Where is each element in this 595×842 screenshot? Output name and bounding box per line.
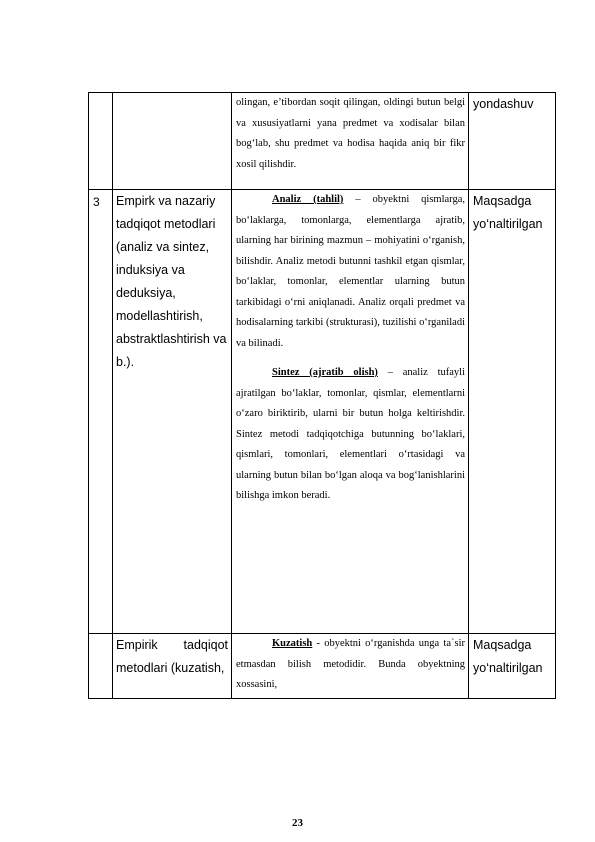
goal-text: Maqsadga yo‘naltirilgan [473, 638, 543, 675]
table-row [89, 190, 556, 634]
table-row [89, 93, 556, 190]
description-cell [232, 93, 469, 190]
goal-cell [469, 190, 556, 634]
synthesis-text: – analiz tufayli ajratilgan bo‘laklar, tomonlar, qismlar, elementlarni o‘zaro biriktirib, ularni bir butun holga keltirishdir. Sintez metodi tadqiqotchiga butunning bo‘laklari, qismlari, tomonlari, elementlari o‘rtasidagi va ularning butun bilan bo‘lgan aloqa va bog‘lanishlarini bilishga imkon beradi. [236, 367, 465, 501]
method-cell [113, 634, 232, 699]
method-cell [113, 93, 232, 190]
observation-paragraph [232, 634, 468, 696]
synthesis-term: Sintez (ajratib olish) [272, 367, 378, 378]
row-number-cell [89, 93, 113, 190]
row-number-cell [89, 634, 113, 699]
page-number: 23 [292, 817, 303, 829]
method-name: Empirk va nazariy tadqiqot metodlari (analiz va sintez, induksiya va deduksiya, modellashtirish, abstraktlashtirish va b.). [116, 194, 227, 369]
analysis-term: Analiz (tahlil) [272, 194, 344, 205]
synthesis-paragraph [232, 363, 468, 507]
goal-text: yondashuv [473, 97, 534, 111]
method-cell [113, 190, 232, 634]
observation-text: - obyektni o‘rganishda unga ta`sir etmasdan bilish metodidir. Bunda obyektning xossasini, [236, 638, 465, 690]
description-text: olingan, e’tibordan soqit qilingan, oldingi butun belgi va xususiyatlarni yana predmet va xodisalar bilan bog‘lab, shu predmet va hodisa haqida aniq bir fikr xosil qilishdir. [236, 97, 465, 170]
method-name: Empirik tadqiqot metodlari (kuzatish, [116, 638, 228, 675]
row-number: 3 [93, 195, 100, 209]
goal-text: Maqsadga yo‘naltirilgan [473, 194, 543, 231]
description-cell [232, 634, 469, 699]
methods-table [88, 92, 556, 699]
row-number-cell [89, 190, 113, 634]
row-number [89, 93, 112, 98]
analysis-text: – obyektni qismlarga, bo‘laklarga, tomonlarga, elementlarga ajratib, ularning har birining mazmun – mohiyatini o‘rganish, bilishdir. Analiz metodi butunni tashkil etgan qismlar, bo‘laklar, tomonlar, elementlar ularning butun tarkibidagi o‘rni aniqlanadi. Analiz orqali predmet va hodisalarning tarkibi (strukturasi), tuzilishi o‘rganiladi va bilinadi. [236, 194, 465, 349]
goal-cell [469, 93, 556, 190]
goal-cell [469, 634, 556, 699]
description-cell [232, 190, 469, 634]
analysis-paragraph [232, 190, 468, 354]
observation-term: Kuzatish [272, 638, 313, 649]
table-row [89, 634, 556, 699]
row-number [89, 634, 112, 639]
